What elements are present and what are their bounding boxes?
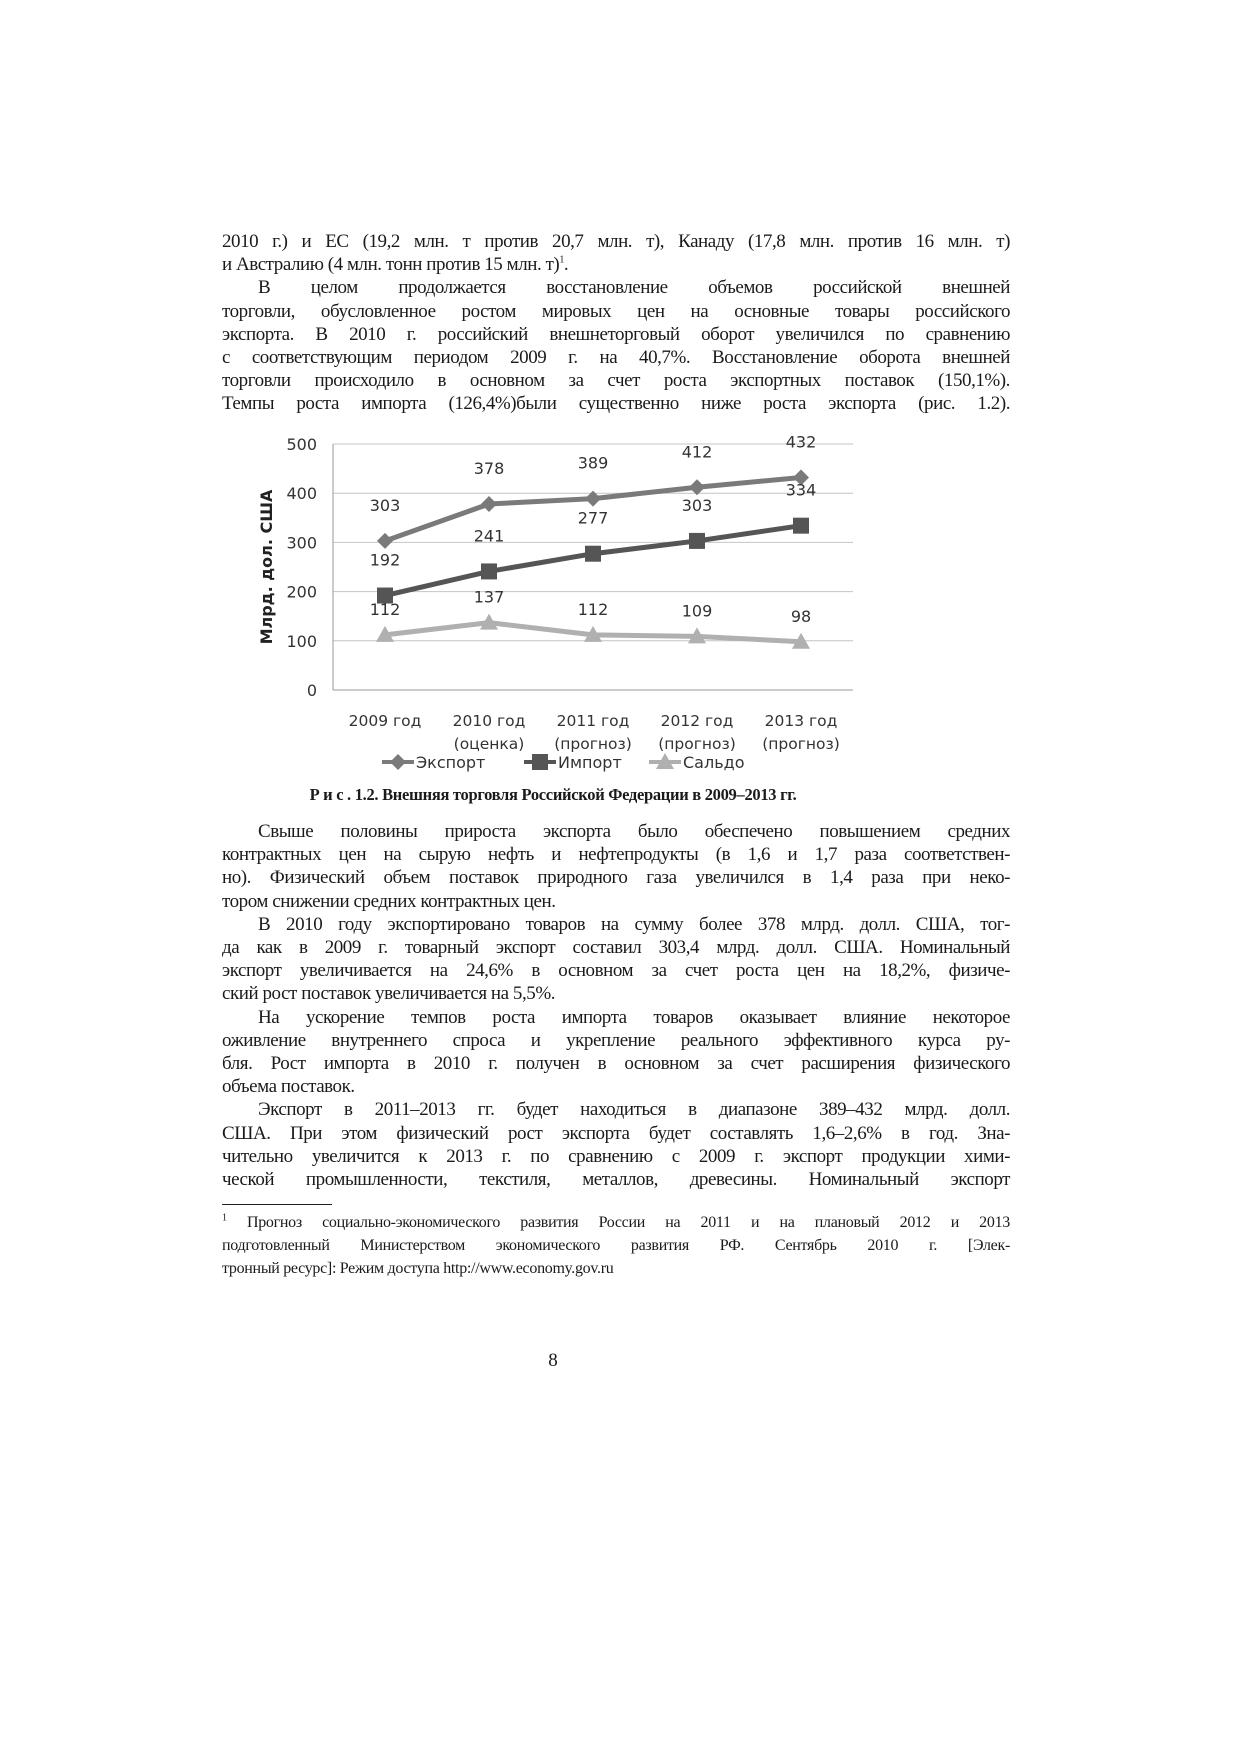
figure-caption: Р и с . 1.2. Внешняя торговля Российской Федерации в 2009–2013 гг. — [309, 785, 797, 804]
page-number: 8 — [548, 1350, 558, 1371]
y-axis-label: Млрд. дол. США — [257, 489, 276, 645]
footnote — [222, 1211, 1010, 1280]
data-label: 378 — [473, 459, 505, 479]
x-tick-label: 2009 год — [348, 712, 422, 730]
data-label: 277 — [577, 508, 609, 528]
legend-label: Сальдо — [683, 753, 745, 772]
data-label: 109 — [681, 601, 713, 621]
x-tick-label: 2011 год — [556, 712, 630, 730]
text-line: торговли, обусловленное ростом мировых цен на основные товары российского — [222, 300, 1010, 322]
x-tick-label: (прогноз) — [762, 735, 840, 753]
text-line: Темпы роста импорта (126,4%)были существенно ниже роста экспорта (рис. 1.2). — [222, 393, 1010, 415]
data-label: 334 — [785, 480, 817, 500]
data-point — [377, 533, 393, 549]
text-line: контрактных цен на сырую нефть и нефтепродукты (в 1,6 и 1,7 раза соответствен- — [222, 844, 1010, 866]
y-tick-label: 0 — [306, 681, 317, 700]
paragraph-5 — [222, 1006, 1010, 1099]
data-label: 137 — [473, 587, 505, 607]
data-point — [793, 518, 809, 534]
x-tick-label: (прогноз) — [658, 735, 736, 753]
text-line: В 2010 году экспортировано товаров на сумму более 378 млрд. долл. США, тог- — [258, 913, 1010, 935]
paragraph-4 — [222, 913, 1010, 1006]
legend-label: Импорт — [558, 753, 622, 772]
text-line: экспорта. В 2010 г. российский внешнеторговый оборот увеличился по сравнению — [222, 323, 1010, 345]
text-line: подготовленный Министерством экономического развития РФ. Сентябрь 2010 г. [Элек- — [222, 1237, 1010, 1254]
data-point — [689, 533, 705, 549]
data-label: 303 — [369, 495, 401, 515]
y-tick-label: 100 — [286, 631, 317, 651]
text-line: оживление внутреннего спроса и укрепление реального эффективного курса ру- — [222, 1029, 1010, 1051]
data-point — [585, 546, 601, 562]
text-line: ческой промышленности, текстиля, металлов, древесины. Номинальный экспорт — [222, 1168, 1010, 1190]
data-label: 241 — [473, 526, 505, 546]
text-line: экспорт увеличивается на 24,6% в основном за счет роста цен на 18,2%, физиче- — [222, 960, 1010, 982]
text-line: тронный ресурс]: Режим доступа http://www.economy.gov.ru — [222, 1260, 614, 1277]
text-line: США. При этом физический рост экспорта будет составлять 1,6–2,6% в год. Зна- — [222, 1122, 1010, 1144]
x-tick-label: 2012 год — [660, 712, 734, 730]
y-tick-label: 300 — [286, 533, 317, 553]
data-label: 98 — [790, 606, 812, 626]
text-line: 2010 г.) и ЕС (19,2 млн. т против 20,7 млн. т), Канаду (17,8 млн. против 16 млн. т) — [222, 231, 1010, 252]
text-line: но). Физический объем поставок природного газа увеличился в 1,4 раза при неко- — [222, 867, 1010, 889]
legend-marker — [532, 754, 548, 770]
footnote-divider — [222, 1204, 332, 1205]
text-line: да как в 2009 г. товарный экспорт составил 303,4 млрд. долл. США. Номинальный — [222, 936, 1010, 958]
y-tick-label: 400 — [286, 484, 317, 504]
legend-marker — [390, 754, 406, 770]
y-tick-label: 500 — [286, 435, 317, 454]
text-line: торговли происходило в основном за счет роста экспортных поставок (150,1%). — [222, 370, 1010, 392]
x-tick-label: 2010 год — [452, 712, 526, 730]
text-line: На ускорение темпов роста импорта товаров оказывает влияние некоторое — [258, 1006, 1010, 1028]
text-line: тором снижении средних контрактных цен. — [222, 890, 556, 912]
text-line: В целом продолжается восстановление объемов российской внешней — [258, 277, 1010, 299]
text-line: объема поставок. — [222, 1076, 355, 1098]
text-line: ский рост поставок увеличивается на 5,5%. — [222, 983, 556, 1005]
data-label: 112 — [577, 599, 609, 619]
x-tick-label: (оценка) — [453, 735, 525, 753]
y-tick-label: 200 — [286, 582, 317, 602]
text-line: Свыше половины прироста экспорта было обеспечено повышением средних — [258, 821, 1010, 842]
footnote-ref[interactable]: 1 — [559, 254, 564, 266]
data-label: 112 — [369, 599, 401, 619]
data-label: 412 — [681, 442, 713, 462]
data-label: 192 — [369, 550, 401, 570]
legend-label: Экспорт — [416, 753, 486, 772]
text-line: бля. Рост импорта в 2010 г. получен в основном за счет расширения физического — [222, 1052, 1010, 1074]
x-tick-label: (прогноз) — [554, 735, 632, 753]
x-tick-label: 2013 год — [764, 712, 838, 730]
data-point — [481, 563, 497, 579]
text-line: и Австралию (4 млн. тонн против 15 млн. т)$^1$. — [222, 254, 569, 276]
data-label: 389 — [577, 453, 609, 473]
data-label: 303 — [681, 495, 713, 515]
text-line: $^1$ Прогноз социально-экономического развития России на 2011 и на плановый 2012 и 2013 — [222, 1212, 1010, 1231]
text-line: Экспорт в 2011–2013 гг. будет находиться в диапазоне 389–432 млрд. долл. — [258, 1099, 1010, 1121]
data-label: 432 — [785, 432, 817, 452]
paragraph-3 — [222, 820, 1010, 913]
trade-line-chart — [0, 0, 1241, 780]
paragraph-6 — [222, 1098, 1010, 1191]
text-line: чительно увеличится к 2013 г. по сравнению с 2009 г. экспорт продукции хими- — [222, 1145, 1010, 1167]
text-line: с соответствующим периодом 2009 г. на 40,7%. Восстановление оборота внешней — [222, 346, 1010, 368]
data-point — [481, 496, 497, 512]
